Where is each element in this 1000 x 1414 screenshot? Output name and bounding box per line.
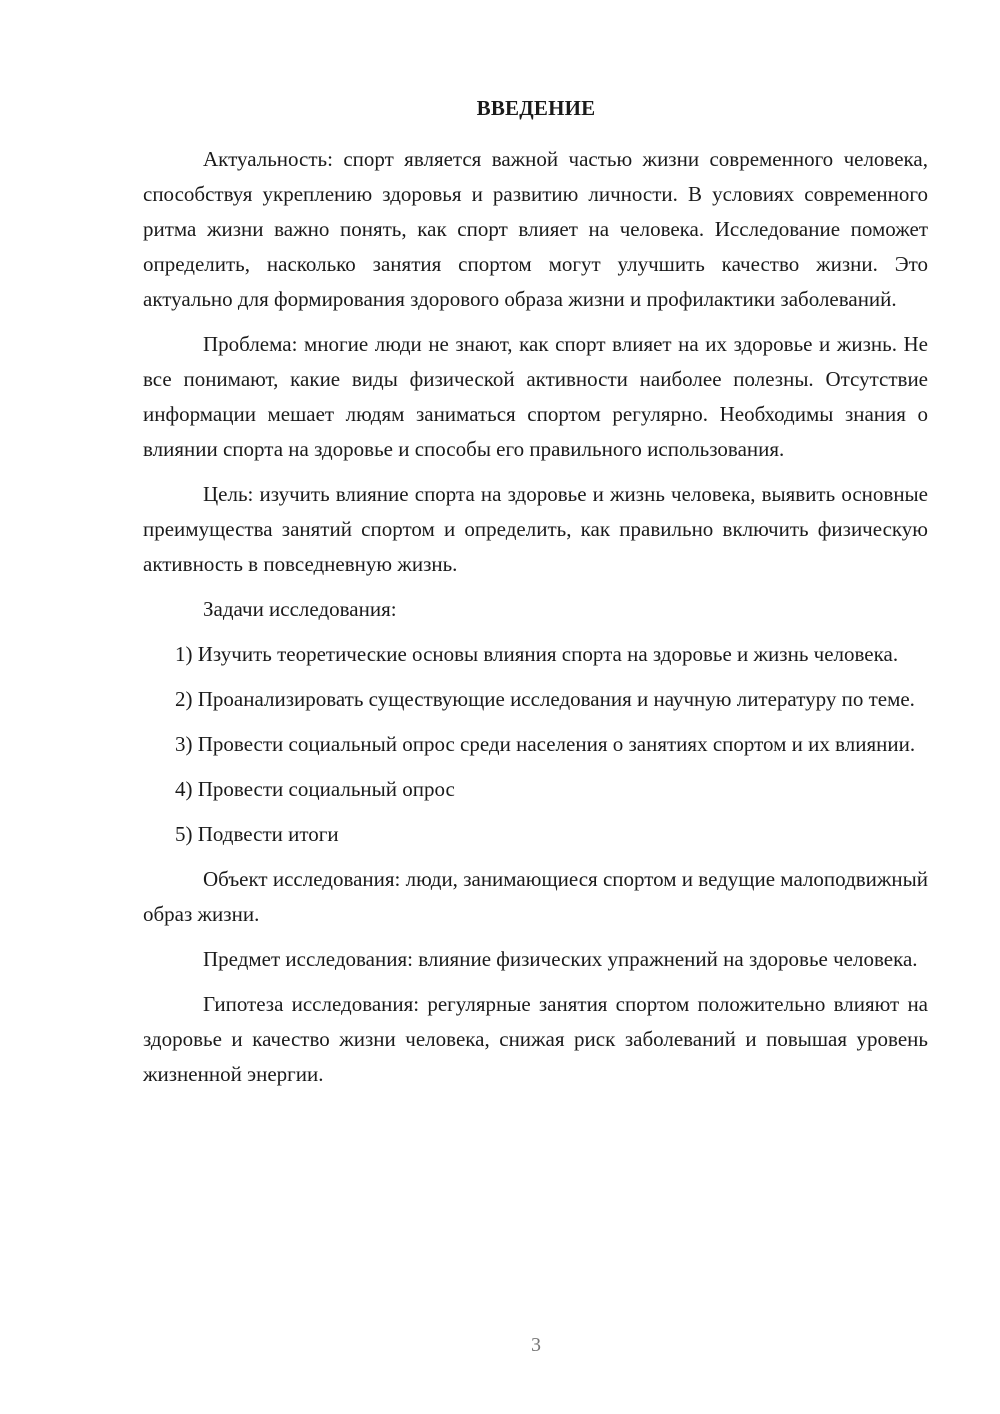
paragraph-problem: Проблема: многие люди не знают, как спорт влияет на их здоровье и жизнь. Не все понимают, какие виды физической активности наиболее полезны. Отсутствие информации мешает людям заниматься спортом регулярно. Необходимы знания о влиянии спорта на здоровье и способы его правильного использования. (143, 332, 928, 461)
task-item-4: 4) Провести социальный опрос (175, 777, 455, 801)
task-item-2: 2) Проанализировать существующие исследования и научную литературу по теме. (175, 687, 915, 711)
task-item-1: 1) Изучить теоретические основы влияния спорта на здоровье и жизнь человека. (175, 642, 899, 666)
paragraph-goal: Цель: изучить влияние спорта на здоровье и жизнь человека, выявить основные преимущества занятий спортом и определить, как правильно включить физическую активность в повседневную жизнь. (143, 482, 928, 576)
task-item-5: 5) Подвести итоги (175, 822, 339, 846)
paragraph-subject: Предмет исследования: влияние физических упражнений на здоровье человека. (203, 947, 918, 971)
paragraph-relevance: Актуальность: спорт является важной частью жизни современного человека, способствуя укреплению здоровья и развитию личности. В условиях современного ритма жизни важно понять, как спорт влияет на человека. Исследование поможет определить, насколько занятия спортом могут улучшить качество жизни. Это актуально для формирования здорового образа жизни и профилактики заболеваний. (143, 147, 928, 311)
paragraph-hypothesis: Гипотеза исследования: регулярные занятия спортом положительно влияют на здоровье и качество жизни человека, снижая риск заболеваний и повышая уровень жизненной энергии. (143, 992, 928, 1086)
page-title: ВВЕДЕНИЕ (476, 96, 596, 120)
paragraph-tasks-heading: Задачи исследования: (203, 597, 397, 621)
document-body (143, 142, 928, 1102)
paragraph-object: Объект исследования: люди, занимающиеся спортом и ведущие малоподвижный образ жизни. (143, 867, 928, 926)
task-item-3: 3) Провести социальный опрос среди населения о занятиях спортом и их влиянии. (175, 732, 916, 756)
page-number: 3 (531, 1334, 541, 1356)
